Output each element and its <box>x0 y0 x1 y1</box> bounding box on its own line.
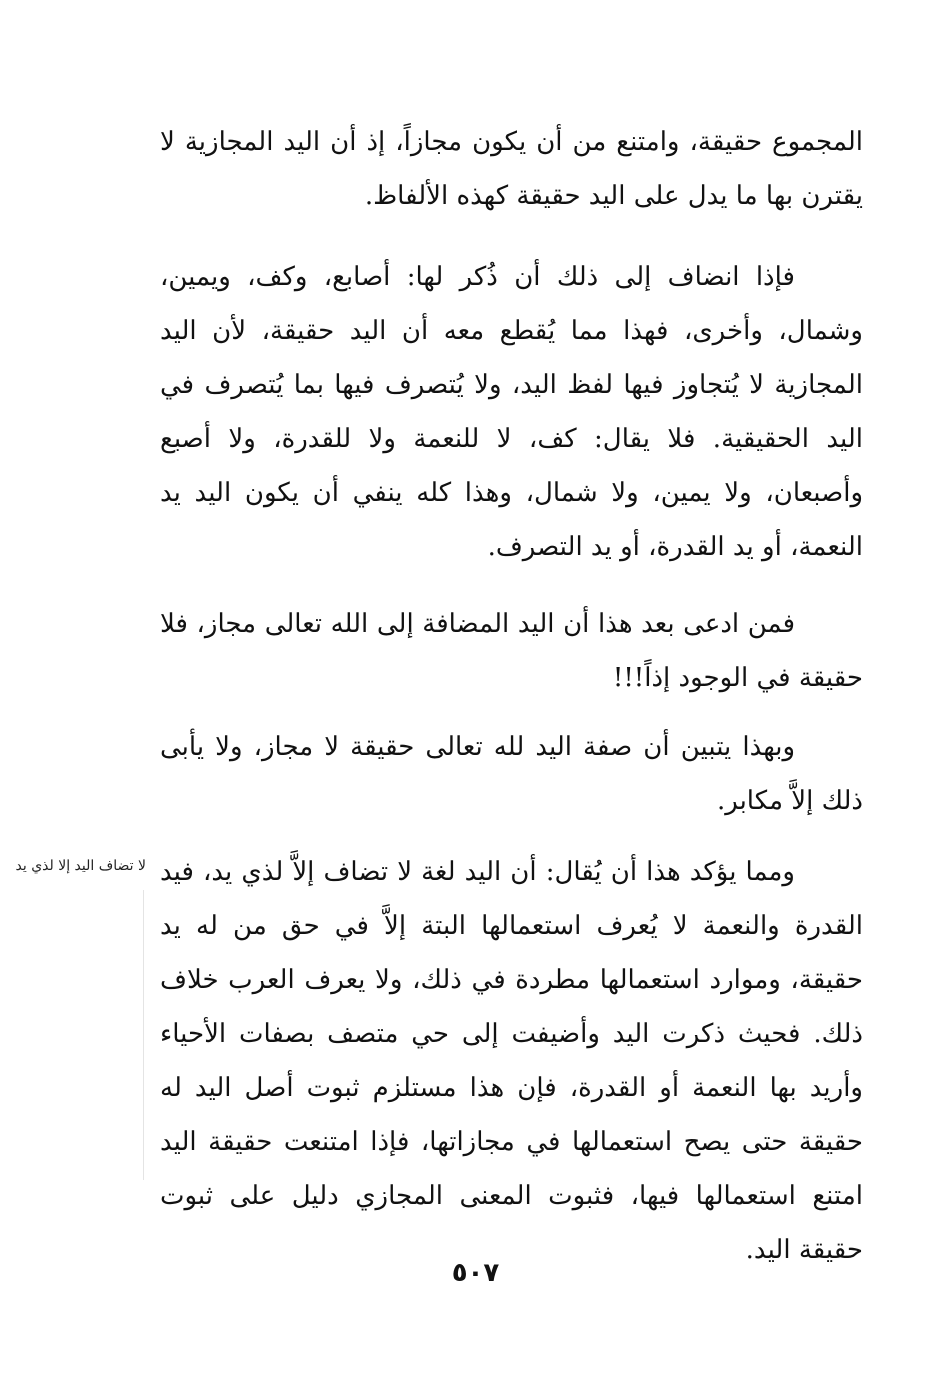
paragraph-fingers-hand: فإذا انضاف إلى ذلك أن ذُكر لها: أصابع، وكف، ويمين، وشمال، وأخرى، فهذا مما يُقطع معه أن اليد حقيقة، لأن اليد المجازية لا يُتجاوز فيها لفظ اليد، ولا يُتصرف فيها بما يُتصرف في اليد الحقيقية. فلا يقال: كف، لا للنعمة ولا للقدرة، ولا أصبع وأصبعان، ولا يمين، ولا شمال، وهذا كله ينفي أن يكون اليد يد النعمة، أو يد القدرة، أو يد التصرف. <box>160 262 863 562</box>
paragraph-continuation: المجموع حقيقة، وامتنع من أن يكون مجازاً، إذ أن اليد المجازية لا يقترن بها ما يدل على اليد حقيقة كهذه الألفاظ. <box>160 127 863 211</box>
paragraph-language-argument: ومما يؤكد هذا أن يُقال: أن اليد لغة لا تضاف إلاَّ لذي يد، فيد القدرة والنعمة لا يُعرف استعمالها البتة إلاَّ في حق من له يد حقيقة، وموارد استعمالها مطردة في ذلك، ولا يعرف العرب خلاف ذلك. فحيث ذكرت اليد وأضيفت إلى حي متصف بصفات الأحياء وأريد بها النعمة أو القدرة، فإن هذا مستلزم ثبوت أصل اليد له حقيقة حتى يصح استعمالها في مجازاتها، فإذا امتنعت حقيقة اليد امتنع استعمالها فيها، فثبوت المعنى المجازي دليل على ثبوت حقيقة اليد. <box>160 857 863 1265</box>
margin-divider <box>143 890 144 1180</box>
margin-note: لا تضاف اليد إلا لذي يد <box>15 858 146 874</box>
paragraph-conclusion: وبهذا يتبين أن صفة اليد لله تعالى حقيقة لا مجاز، ولا يأبى ذلك إلاَّ مكابر. <box>160 732 863 816</box>
paragraph-claim-metaphor: فمن ادعى بعد هذا أن اليد المضافة إلى الله تعالى مجاز، فلا حقيقة في الوجود إذاً!!! <box>160 609 863 693</box>
page-number: ٥٠٧ <box>451 1258 500 1288</box>
